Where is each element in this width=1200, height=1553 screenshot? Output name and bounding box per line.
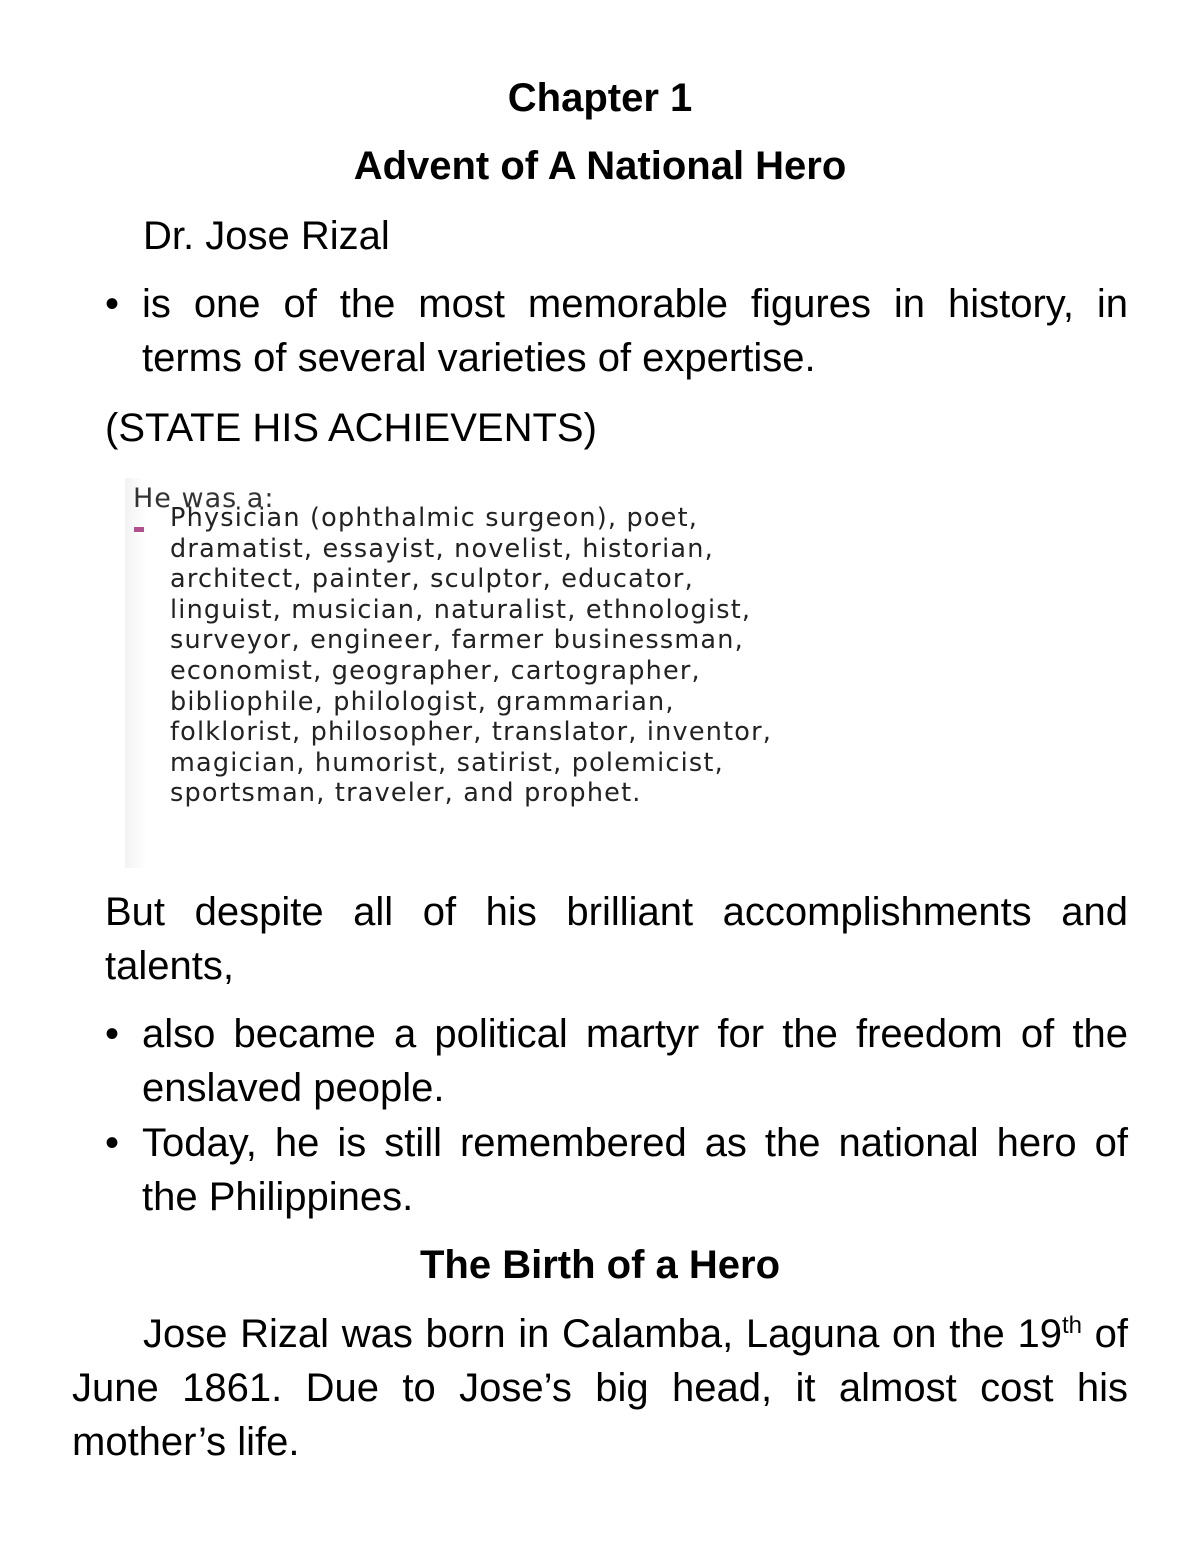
despite-paragraph: But despite all of his brilliant accomplishments and talents, (105, 890, 1128, 988)
achievements-image (125, 478, 1075, 868)
bullet-icon: • (105, 1121, 120, 1165)
birth-text-part1: Jose Rizal was born in Calamba, Laguna on the 19 (143, 1312, 1062, 1356)
subject-name: Dr. Jose Rizal (143, 214, 390, 258)
ordinal-suffix: th (1061, 1312, 1082, 1339)
chapter-title: Chapter 1 (507, 76, 693, 120)
legacy-bullet-text: also became a political martyr for the freedom of the enslaved people. (142, 1012, 1128, 1110)
birth-text-part2: of June 1861. Due to Jose’s big head, it almost cost his mother’s life. (72, 1312, 1128, 1464)
image-edge-shading (125, 478, 147, 868)
birth-heading: The Birth of a Hero (419, 1243, 781, 1287)
instruction-text: (STATE HIS ACHIEVENTS) (105, 406, 597, 450)
chapter-subtitle: Advent of A National Hero (353, 144, 847, 188)
birth-paragraph (72, 1307, 1128, 1469)
achievement-bullet-icon (134, 527, 144, 532)
intro-bullet-text: is one of the most memorable figures in history, in terms of several varieties of expertise. (142, 282, 1128, 380)
achievements-intro: He was a: (133, 483, 275, 514)
legacy-bullet-text: Today, he is still remembered as the national hero of the Philippines. (142, 1121, 1128, 1219)
bullet-icon: • (105, 1012, 120, 1056)
achievements-list: Physician (ophthalmic surgeon), poet, dramatist, essayist, novelist, historian, architect, painter, sculptor, educator, linguist, musician, naturalist, ethnologist, surveyor, engineer, farmer businessman, economist, geographer, cartographer, bibliophile, philologist, grammarian, folklorist, philosopher, translator, inventor, magician, humorist, satirist, polemicist, sportsman, traveler, and prophet. (170, 503, 773, 809)
bullet-icon: • (105, 282, 120, 326)
